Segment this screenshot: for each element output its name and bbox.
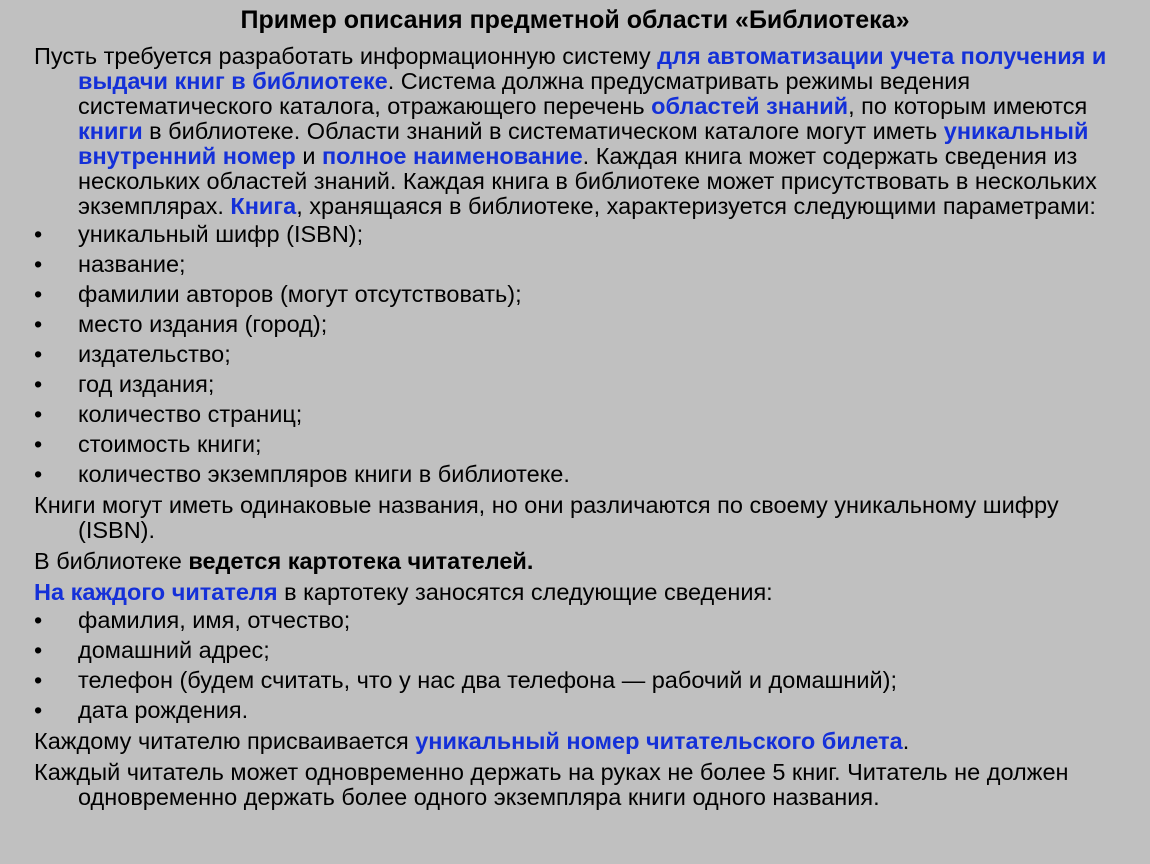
- bullet-dot: •: [34, 401, 43, 427]
- intro-text-4: в библиотеке. Области знаний в систематическом каталоге могут иметь: [142, 118, 944, 144]
- ticket-highlight: уникальный номер читательского билета: [415, 728, 903, 754]
- intro-text-3: , по которым имеются: [848, 93, 1088, 119]
- list-item: [34, 635, 1114, 665]
- bullet-dot: •: [34, 431, 43, 457]
- list-item: [34, 399, 1114, 429]
- list-item-text: количество страниц;: [78, 401, 303, 427]
- intro-text-2: . Система должна предусматривать режимы ведения систематического каталога, отражающего перечень: [78, 68, 971, 119]
- catalog-statement: [34, 549, 1114, 574]
- list-item: [34, 279, 1114, 309]
- list-item-text: издательство;: [78, 341, 231, 367]
- list-item-text: уникальный шифр (ISBN);: [78, 221, 364, 247]
- intro-text-5: и: [295, 143, 322, 169]
- list-item: [34, 665, 1114, 695]
- list-item-text: место издания (город);: [78, 311, 328, 337]
- intro-text-1: Пусть требуется разработать информационную систему: [34, 43, 658, 69]
- list-item-text: год издания;: [78, 371, 215, 397]
- intro-text-6: . Каждая книга может содержать сведения из нескольких областей знаний. Каждая книга в библиотеке может присутствовать в нескольких экземплярах.: [78, 143, 1097, 219]
- list-item-text: стоимость книги;: [78, 431, 262, 457]
- list-item-text: фамилия, имя, отчество;: [78, 607, 351, 633]
- list-item: [34, 605, 1114, 635]
- bullet-dot: •: [34, 281, 43, 307]
- bullet-dot: •: [34, 461, 43, 487]
- list-item: [34, 459, 1114, 489]
- reader-intro-highlight: На каждого читателя: [34, 579, 278, 605]
- list-item: [34, 249, 1114, 279]
- intro-text-7: , хранящаяся в библиотеке, характеризуется следующими параметрами:: [296, 193, 1096, 219]
- list-item-text: домашний адрес;: [78, 637, 270, 663]
- book-params-list: [34, 219, 1114, 489]
- bullet-dot: •: [34, 607, 43, 633]
- bullet-dot: •: [34, 637, 43, 663]
- intro-paragraph: [34, 44, 1114, 219]
- list-item-text: телефон (будем считать, что у нас два телефона — рабочий и домашний);: [78, 667, 898, 693]
- bullet-dot: •: [34, 697, 43, 723]
- list-item-text: фамилии авторов (могут отсутствовать);: [78, 281, 522, 307]
- bullet-dot: •: [34, 371, 43, 397]
- bullet-dot: •: [34, 251, 43, 277]
- list-item: [34, 429, 1114, 459]
- bullet-dot: •: [34, 311, 43, 337]
- ticket-statement: [34, 729, 1114, 754]
- ticket-text-1: Каждому читателю присваивается: [34, 728, 416, 754]
- intro-highlight-unique-number: уникальный внутренний номер: [78, 118, 1089, 169]
- bullet-dot: •: [34, 341, 43, 367]
- intro-highlight-books: книги: [78, 118, 143, 144]
- list-item: [34, 309, 1114, 339]
- isbn-note: Книги могут иметь одинаковые названия, но они различаются по своему уникальному шифру (ISBN).: [34, 492, 1059, 543]
- catalog-text: В библиотеке: [34, 548, 189, 574]
- catalog-bold: ведется картотека читателей.: [188, 548, 534, 574]
- list-item: [34, 219, 1114, 249]
- reader-intro-text: в картотеку заносятся следующие сведения:: [277, 579, 773, 605]
- ticket-text-2: .: [902, 728, 910, 754]
- list-item-text: название;: [78, 251, 186, 277]
- intro-highlight-purpose: для автоматизации учета получения и выдачи книг в библиотеке: [78, 43, 1107, 94]
- limit-note: Каждый читатель может одновременно держать на руках не более 5 книг. Читатель не должен одновременно держать более одного экземпляра книги одного названия.: [34, 759, 1069, 810]
- slide-content: [34, 44, 1114, 810]
- reader-fields-list: [34, 605, 1114, 725]
- bullet-dot: •: [34, 667, 43, 693]
- bullet-dot: •: [34, 221, 43, 247]
- list-item-text: количество экземпляров книги в библиотеке.: [78, 461, 570, 487]
- list-item: [34, 369, 1114, 399]
- reader-intro: [34, 580, 1114, 605]
- slide-title: Пример описания предметной области «Библиотека»: [240, 6, 910, 34]
- list-item: [34, 695, 1114, 725]
- list-item: [34, 339, 1114, 369]
- intro-highlight-full-name: полное наименование: [321, 143, 583, 169]
- list-item-text: дата рождения.: [78, 697, 249, 723]
- intro-highlight-book: Книга: [230, 193, 297, 219]
- intro-highlight-knowledge-areas: областей знаний: [651, 93, 849, 119]
